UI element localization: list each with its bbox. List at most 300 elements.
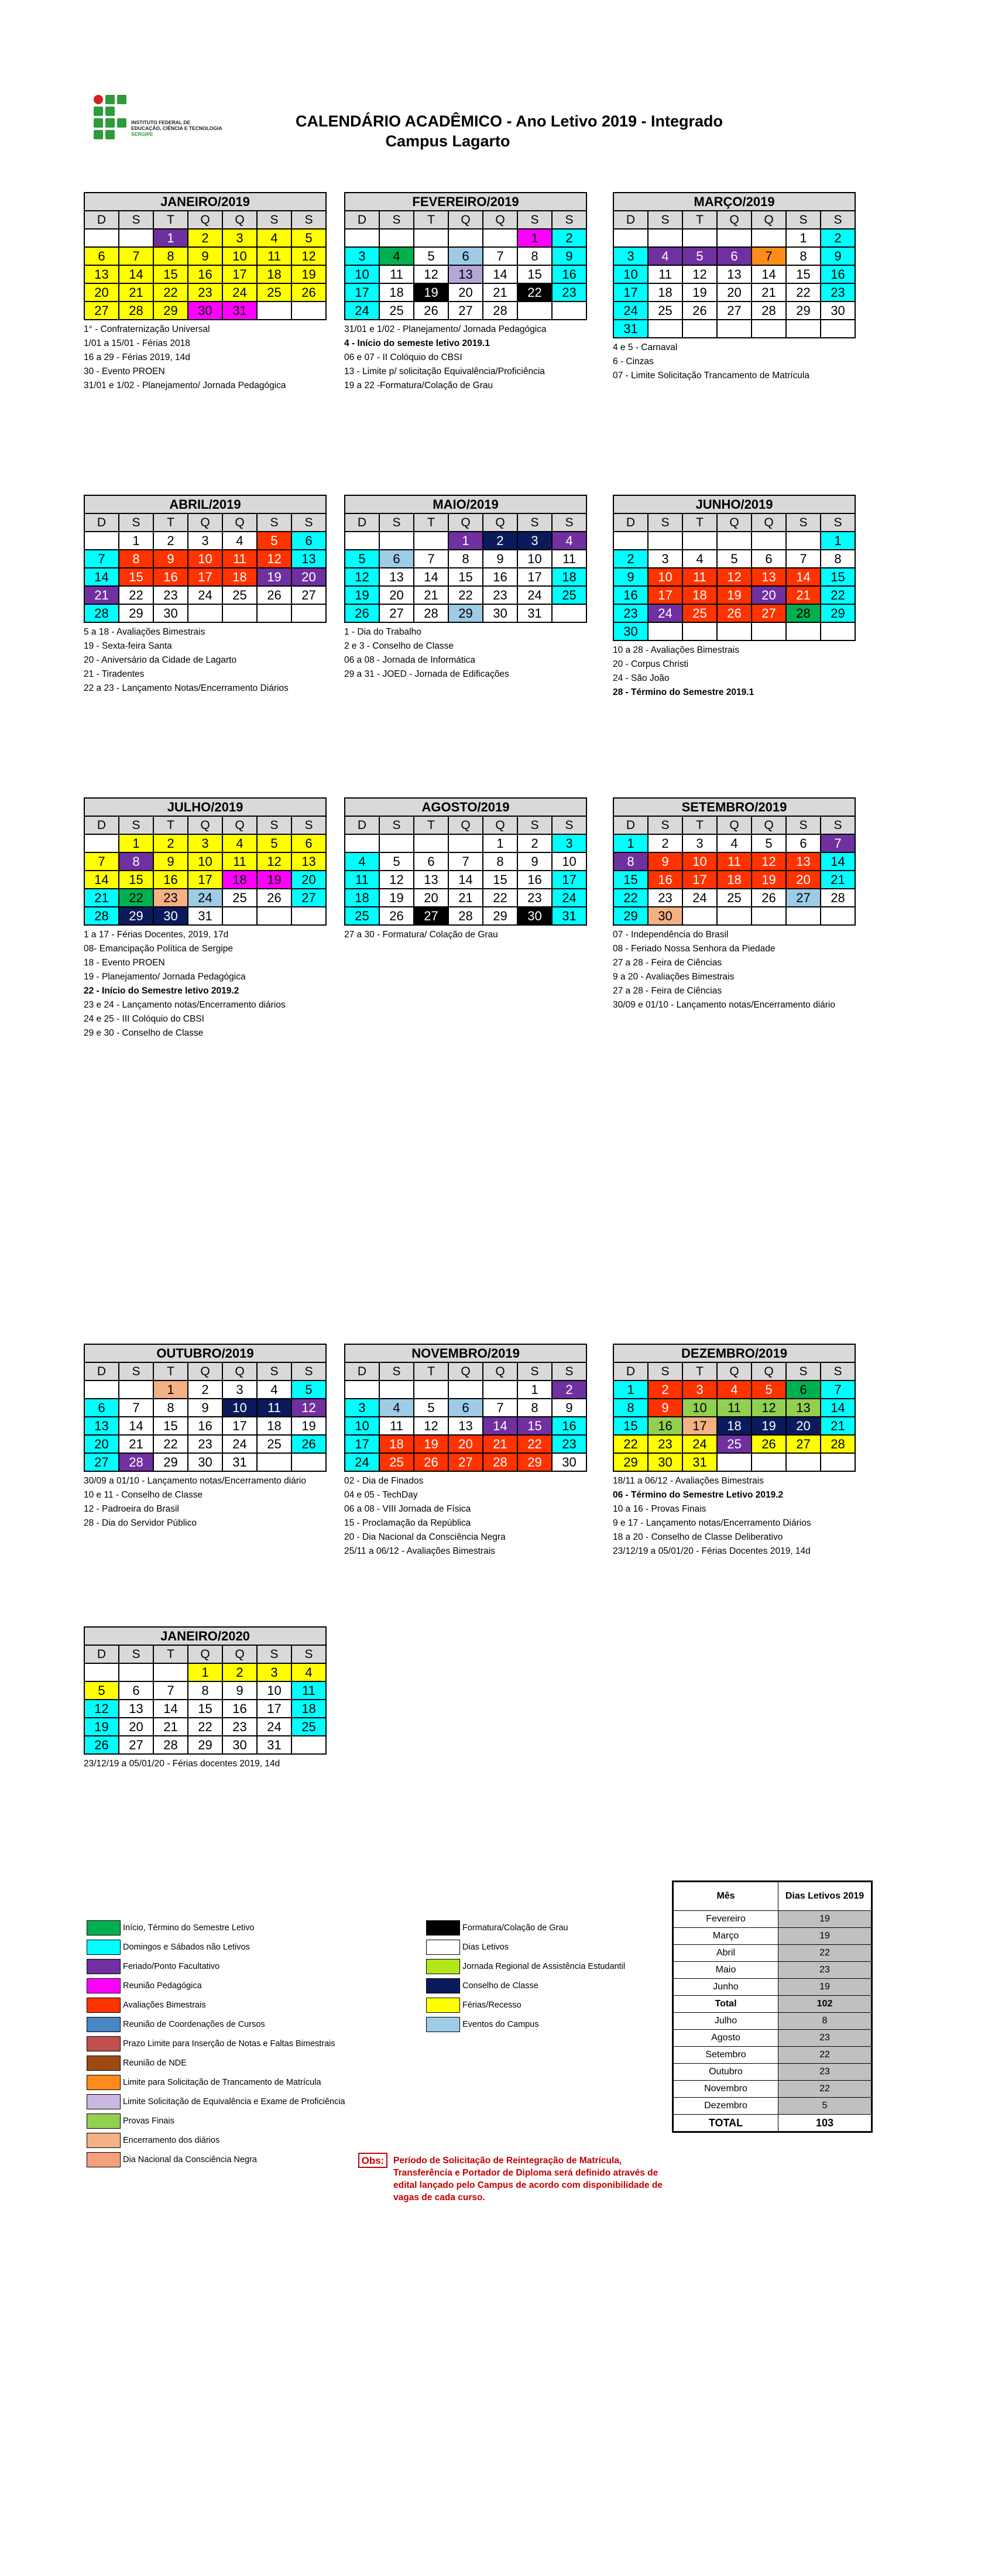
day-cell: 4 [222,834,257,852]
week-row [84,1736,326,1754]
day-cell: 13 [291,550,326,568]
day-cell: 4 [345,852,379,871]
day-cell: 9 [613,568,648,586]
month-notes [84,625,327,696]
day-cell: 7 [752,247,786,265]
day-cell [414,229,448,247]
weekday-header: D [613,211,648,229]
day-cell [682,622,717,640]
days-row [673,2098,872,2115]
weekday-header: Q [483,211,517,229]
month-note: 9 a 20 - Avaliações Bimestrais [613,972,735,982]
day-cell: 9 [222,1681,257,1700]
month-note: 24 e 25 - III Colóquio do CBSI [84,1014,204,1024]
day-cell: 18 [682,586,717,604]
day-cell: 16 [552,1417,586,1435]
month-note: 19 - Planejamento/ Jornada Pedagógica [84,972,246,982]
month-notes [84,1757,327,1771]
day-cell [345,229,379,247]
day-cell [222,907,257,925]
week-row [84,532,326,550]
day-cell: 1 [517,1381,552,1399]
days-total-value: 103 [778,2115,872,2132]
month-note: 19 - Sexta-feira Santa [84,641,172,651]
day-cell: 4 [257,1381,291,1399]
month-note: 07 - Limite Solicitação Trancamento de Matrícula [613,371,809,381]
day-cell: 24 [682,1435,717,1453]
day-cell: 11 [345,871,379,889]
days-month: Outubro [673,2064,778,2081]
day-cell: 10 [345,265,379,283]
day-cell: 20 [448,283,483,302]
day-cell: 19 [379,889,414,907]
day-cell: 30 [648,1453,682,1471]
day-cell: 26 [717,604,752,622]
weekday-header: Q [717,513,752,532]
day-cell: 24 [345,1453,379,1471]
days-row [673,1911,872,1928]
day-cell: 30 [153,907,188,925]
weekday-header: S [379,513,414,532]
month-table [613,192,856,338]
days-row [673,1945,872,1962]
day-cell [84,1381,119,1399]
legend-label: Eventos do Campus [462,2020,539,2029]
day-cell [119,1663,153,1681]
day-cell: 26 [752,889,786,907]
day-cell: 8 [517,1399,552,1417]
day-cell [717,622,752,640]
day-cell: 2 [153,532,188,550]
weekday-header: D [613,1362,648,1381]
day-cell: 17 [188,871,222,889]
day-cell: 12 [752,852,786,871]
week-row [345,550,586,568]
week-row [613,889,855,907]
day-cell: 20 [84,283,119,302]
days-month: Novembro [673,2081,778,2098]
month-calendar [613,192,856,383]
weekday-header: T [682,513,717,532]
day-cell: 5 [414,1399,448,1417]
day-cell: 27 [786,1435,821,1453]
day-cell [821,1453,855,1471]
week-row [84,852,326,871]
day-cell: 15 [119,568,153,586]
month-note: 18 - Evento PROEN [84,958,165,968]
day-cell: 26 [414,302,448,320]
weekday-header: S [648,513,682,532]
day-cell: 29 [188,1736,222,1754]
days-count: 8 [778,2013,872,2030]
day-cell: 5 [257,532,291,550]
days-month: Março [673,1928,778,1945]
day-cell: 22 [613,889,648,907]
month-notes [344,323,587,393]
day-cell: 16 [613,586,648,604]
day-cell: 14 [483,265,517,283]
month-note: 10 e 11 - Conselho de Classe [84,1490,203,1500]
weekday-header: S [552,1362,586,1381]
weekday-header: S [379,211,414,229]
day-cell: 13 [786,852,821,871]
day-cell [821,907,855,925]
days-month: Agosto [673,2030,778,2047]
days-month: Setembro [673,2047,778,2064]
week-row [345,586,586,604]
day-cell: 13 [119,1700,153,1718]
day-cell [752,622,786,640]
day-cell: 18 [257,265,291,283]
legend-label: Reunião Pedagógica [123,1981,202,1991]
weekday-header: Q [222,211,257,229]
week-row [613,247,855,265]
day-cell: 31 [682,1453,717,1471]
legend-label: Dias Letivos [462,1943,509,1952]
day-cell: 3 [682,1381,717,1399]
legend-swatch [87,2133,121,2148]
day-cell: 31 [613,320,648,338]
days-month: Julho [673,2013,778,2030]
week-row [84,1681,326,1700]
day-cell: 6 [786,834,821,852]
day-cell: 29 [517,1453,552,1471]
day-cell [84,229,119,247]
day-cell [517,302,552,320]
day-cell: 6 [717,247,752,265]
day-cell: 27 [291,586,326,604]
day-cell: 2 [188,1381,222,1399]
weekday-header: D [345,1362,379,1381]
day-cell: 20 [119,1718,153,1736]
weekday-header: T [153,1362,188,1381]
day-cell: 16 [648,1417,682,1435]
day-cell [153,1663,188,1681]
day-cell: 2 [613,550,648,568]
week-row [345,229,586,247]
day-cell: 27 [752,604,786,622]
day-cell [379,532,414,550]
day-cell: 15 [613,1417,648,1435]
day-cell [613,532,648,550]
day-cell: 9 [648,1399,682,1417]
day-cell: 11 [291,1681,326,1700]
weekday-header: S [379,816,414,834]
day-cell: 10 [257,1681,291,1700]
month-note: 27 a 28 - Feira de Ciências [613,958,722,968]
day-cell: 19 [752,871,786,889]
weekday-header: D [84,816,119,834]
day-cell [414,532,448,550]
day-cell: 15 [188,1700,222,1718]
day-cell [682,320,717,338]
week-row [84,604,326,622]
legend-swatch [87,2075,121,2090]
day-cell [84,532,119,550]
day-cell: 4 [379,1399,414,1417]
day-cell: 9 [648,852,682,871]
weekday-header: D [84,1645,119,1663]
weekday-header: Q [188,1362,222,1381]
day-cell: 8 [613,852,648,871]
month-notes [613,643,856,700]
month-note: 22 - Início do Semestre letivo 2019.2 [84,986,239,996]
day-cell: 25 [257,283,291,302]
month-note: 27 a 30 - Formatura/ Colação de Grau [344,930,498,940]
month-title: JANEIRO/2020 [84,1627,326,1645]
day-cell: 1 [517,229,552,247]
weekday-header: Q [483,513,517,532]
day-cell: 24 [222,283,257,302]
month-note: 1/01 a 15/01 - Férias 2018 [84,338,190,348]
weekday-header: Q [483,1362,517,1381]
month-note: 16 a 29 - Férias 2019, 14d [84,352,190,362]
day-cell: 31 [552,907,586,925]
weekday-header: S [119,816,153,834]
days-header-month: Mês [673,1882,778,1911]
day-cell: 9 [552,1399,586,1417]
weekday-header: S [517,513,552,532]
day-cell: 26 [379,907,414,925]
day-cell: 11 [222,852,257,871]
days-count: 22 [778,1945,872,1962]
day-cell [483,229,517,247]
day-cell: 15 [786,265,821,283]
day-cell: 1 [153,229,188,247]
month-calendar [344,192,587,393]
day-cell [414,834,448,852]
day-cell: 15 [119,871,153,889]
day-cell: 1 [613,834,648,852]
day-cell: 1 [153,1381,188,1399]
week-row [84,586,326,604]
day-cell: 6 [448,1399,483,1417]
weekday-header: Q [717,211,752,229]
day-cell: 19 [257,568,291,586]
month-note: 29 e 30 - Conselho de Classe [84,1028,204,1038]
day-cell: 25 [648,302,682,320]
week-row [84,302,326,320]
day-cell: 25 [345,907,379,925]
day-cell: 17 [222,1417,257,1435]
day-cell: 2 [648,1381,682,1399]
day-cell: 1 [821,532,855,550]
legend-swatch [87,2152,121,2167]
day-cell: 17 [682,871,717,889]
weekday-header: S [552,211,586,229]
weekday-header: S [552,816,586,834]
month-note: 21 - Tiradentes [84,669,145,679]
month-table [344,1344,587,1472]
day-cell: 23 [188,283,222,302]
day-cell: 19 [84,1718,119,1736]
legend-swatch [87,2036,121,2051]
day-cell: 30 [648,907,682,925]
month-note: 08- Emancipação Política de Sergipe [84,944,234,954]
weekday-header: D [613,513,648,532]
legend-label: Avaliações Bimestrais [123,2000,206,2010]
month-table [84,797,327,926]
day-cell: 15 [448,568,483,586]
legend-label: Dia Nacional da Consciência Negra [123,2155,257,2164]
month-notes [84,323,327,393]
legend-swatch [87,2094,121,2109]
weekday-header: Q [188,816,222,834]
day-cell: 4 [552,532,586,550]
day-cell: 18 [552,568,586,586]
day-cell: 2 [222,1663,257,1681]
day-cell: 30 [821,302,855,320]
day-cell [257,302,291,320]
day-cell: 13 [448,265,483,283]
day-cell: 5 [682,247,717,265]
weekday-header: Q [222,1645,257,1663]
day-cell: 17 [517,568,552,586]
day-cell: 9 [517,852,552,871]
day-cell: 22 [517,283,552,302]
day-cell [786,622,821,640]
day-cell: 14 [84,871,119,889]
legend-label: Domingos e Sábados não Letivos [123,1943,250,1952]
week-row [613,1435,855,1453]
day-cell: 5 [414,247,448,265]
day-cell: 7 [119,1399,153,1417]
day-cell: 17 [682,1417,717,1435]
day-cell: 16 [483,568,517,586]
day-cell: 25 [717,1435,752,1453]
day-cell: 11 [717,1399,752,1417]
month-note: 31/01 e 1/02 - Planejamento/ Jornada Pedagógica [344,324,547,334]
weekday-header: S [517,1362,552,1381]
day-cell: 14 [119,265,153,283]
month-table [344,797,587,926]
day-cell: 10 [345,1417,379,1435]
day-cell: 14 [119,1417,153,1435]
week-row [613,907,855,925]
days-count: 22 [778,2081,872,2098]
weekday-header: Q [752,513,786,532]
days-month: Dezembro [673,2098,778,2115]
weekday-header: S [257,1645,291,1663]
month-title: FEVEREIRO/2019 [345,193,586,211]
day-cell: 28 [84,907,119,925]
weekday-header: Q [483,816,517,834]
day-cell [291,1736,326,1754]
day-cell: 30 [188,302,222,320]
day-cell: 12 [345,568,379,586]
day-cell: 9 [821,247,855,265]
weekday-header: D [345,513,379,532]
day-cell: 18 [291,1700,326,1718]
day-cell: 18 [648,283,682,302]
day-cell: 11 [682,568,717,586]
day-cell: 1 [119,834,153,852]
month-calendar [613,1344,856,1558]
month-table [613,495,856,641]
day-cell [682,229,717,247]
day-cell: 13 [448,1417,483,1435]
day-cell: 1 [119,532,153,550]
week-row [345,302,586,320]
day-cell: 28 [414,604,448,622]
day-cell: 30 [517,907,552,925]
day-cell: 31 [222,302,257,320]
day-cell: 2 [517,834,552,852]
day-cell: 22 [786,283,821,302]
day-cell: 15 [821,568,855,586]
month-table [344,495,587,623]
day-cell: 15 [613,871,648,889]
weekday-header: Q [448,1362,483,1381]
day-cell: 11 [257,247,291,265]
day-cell: 9 [188,1399,222,1417]
weekday-header: D [345,211,379,229]
month-note: 10 a 16 - Provas Finais [613,1504,706,1514]
weekday-header: T [414,513,448,532]
day-cell: 24 [682,889,717,907]
weekday-header: S [291,513,326,532]
day-cell: 13 [291,852,326,871]
day-cell: 27 [119,1736,153,1754]
day-cell: 27 [84,302,119,320]
day-cell: 16 [188,265,222,283]
weekday-header: Q [717,1362,752,1381]
day-cell: 7 [821,1381,855,1399]
month-note: 06 a 08 - Jornada de Informática [344,655,476,665]
day-cell: 23 [821,283,855,302]
day-cell: 19 [682,283,717,302]
day-cell: 18 [257,1417,291,1435]
day-cell [414,1381,448,1399]
month-notes [84,928,327,1040]
day-cell: 12 [291,247,326,265]
month-title: MARÇO/2019 [613,193,855,211]
day-cell: 14 [752,265,786,283]
day-cell: 25 [222,586,257,604]
month-calendar [613,495,856,700]
day-cell: 8 [821,550,855,568]
weekday-header: Q [222,1362,257,1381]
month-note: 31/01 e 1/02 - Planejamento/ Jornada Pedagógica [84,381,286,390]
weekday-header: Q [448,816,483,834]
month-notes [613,341,856,383]
day-cell: 4 [717,1381,752,1399]
page-title [252,111,767,151]
obs-label: Obs: [358,2153,387,2168]
obs-text: Período de Solicitação de Reintegração de Matrícula, Transferência e Portador de Diploma será definido através de edital lançado pelo Campus de acordo com disponibilidade de vagas de cada curso. [393,2156,663,2202]
month-table [344,192,587,320]
day-cell [84,834,119,852]
day-cell [257,907,291,925]
month-notes [344,625,587,681]
day-cell: 7 [153,1681,188,1700]
day-cell: 5 [752,834,786,852]
day-cell: 12 [752,1399,786,1417]
day-cell: 31 [517,604,552,622]
day-cell: 17 [345,283,379,302]
day-cell: 16 [222,1700,257,1718]
day-cell [682,532,717,550]
day-cell: 11 [379,265,414,283]
day-cell: 12 [291,1399,326,1417]
day-cell [821,622,855,640]
day-cell: 28 [786,604,821,622]
month-notes [613,1474,856,1558]
day-cell: 16 [821,265,855,283]
day-cell: 25 [222,889,257,907]
days-row [673,2081,872,2098]
month-note: 02 - Dia de Finados [344,1476,424,1486]
